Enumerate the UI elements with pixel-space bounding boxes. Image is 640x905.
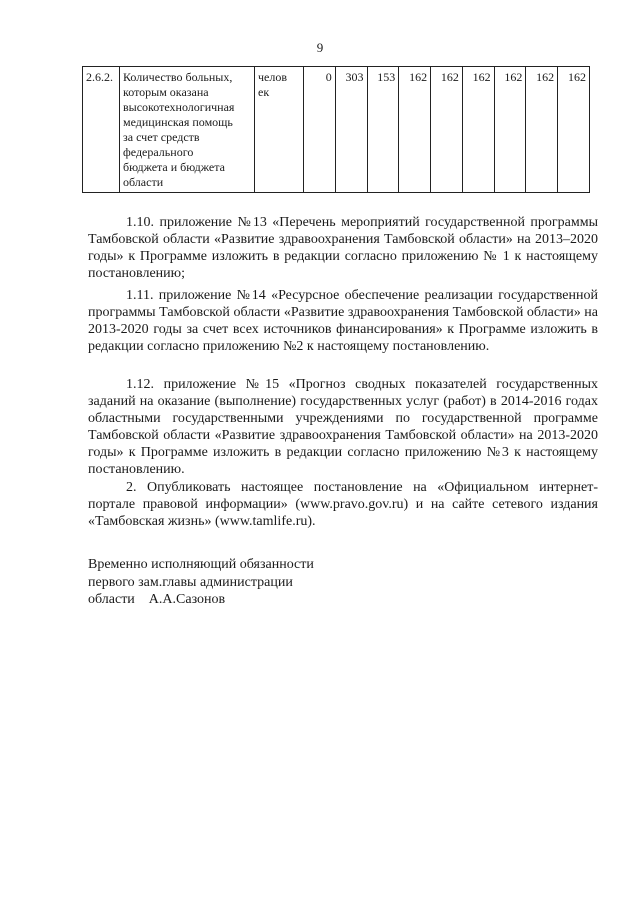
signature-line: Временно исполняющий обязанности	[88, 557, 314, 572]
row-name-line: за счет средств	[123, 130, 200, 144]
row-name-line: федерального	[123, 145, 194, 159]
signature-line: первого зам.главы администрации	[88, 574, 293, 590]
row-unit	[255, 67, 304, 193]
row-name	[120, 67, 255, 193]
value-cell: 162	[526, 67, 558, 193]
page-number: 9	[316, 40, 324, 55]
row-name-line: Количество больных,	[123, 70, 233, 84]
value-cell: 162	[558, 67, 590, 193]
row-name-line: области	[123, 175, 164, 189]
value-cell: 162	[462, 67, 494, 193]
value-cell: 0	[304, 67, 336, 193]
paragraph-1-10: 1.10. приложение №13 «Перечень мероприятий государственной программы Тамбовской области «Развитие здравоохранения Тамбовской области» на 2013–2020 годы» к Программе изложить в редакции согласно приложению № 1 к настоящему постановлению;	[88, 215, 598, 281]
table-row	[83, 67, 590, 193]
paragraph-1-11: 1.11. приложение №14 «Ресурсное обеспечение реализации государственной программы Тамбовской области «Развитие здравоохранения Тамбовской области» на 2013-2020 годы за счет всех источников финансирования» к Программе изложить в редакции согласно приложению №2 к настоящему постановлению.	[88, 288, 598, 354]
row-name-line: медицинская помощь	[123, 115, 233, 129]
signature-block	[88, 556, 314, 609]
row-name-line: бюджета и бюджета	[123, 160, 225, 174]
row-unit-line: челов	[258, 70, 288, 84]
row-unit-line: ек	[258, 85, 270, 99]
value-cell: 162	[494, 67, 526, 193]
row-name-line: высокотехнологичная	[123, 100, 235, 114]
paragraph-1-12: 1.12. приложение №15 «Прогноз сводных показателей государственных заданий на оказание (выполнение) государственных услуг (работ) в 2014-2016 годах областными государственными учреждениями по государственной программе Тамбовской области «Развитие здравоохранения Тамбовской области» на 2013-2020 годы» к Программе изложить в редакции согласно приложению №3 к настоящему постановлению.	[88, 377, 598, 477]
signature-line: области А.А.Сазонов	[88, 592, 226, 607]
row-code: 2.6.2.	[83, 67, 120, 193]
value-cell: 303	[335, 67, 367, 193]
value-cell: 162	[399, 67, 431, 193]
indicator-table	[82, 66, 590, 193]
value-cell: 153	[367, 67, 399, 193]
row-name-line: которым оказана	[123, 85, 209, 99]
value-cell: 162	[431, 67, 463, 193]
paragraph-2: 2. Опубликовать настоящее постановление на «Официальном интернет-портале правовой информации» (www.pravo.gov.ru) и на сайте сетевого издания «Тамбовская жизнь» (www.tamlife.ru).	[88, 480, 598, 529]
